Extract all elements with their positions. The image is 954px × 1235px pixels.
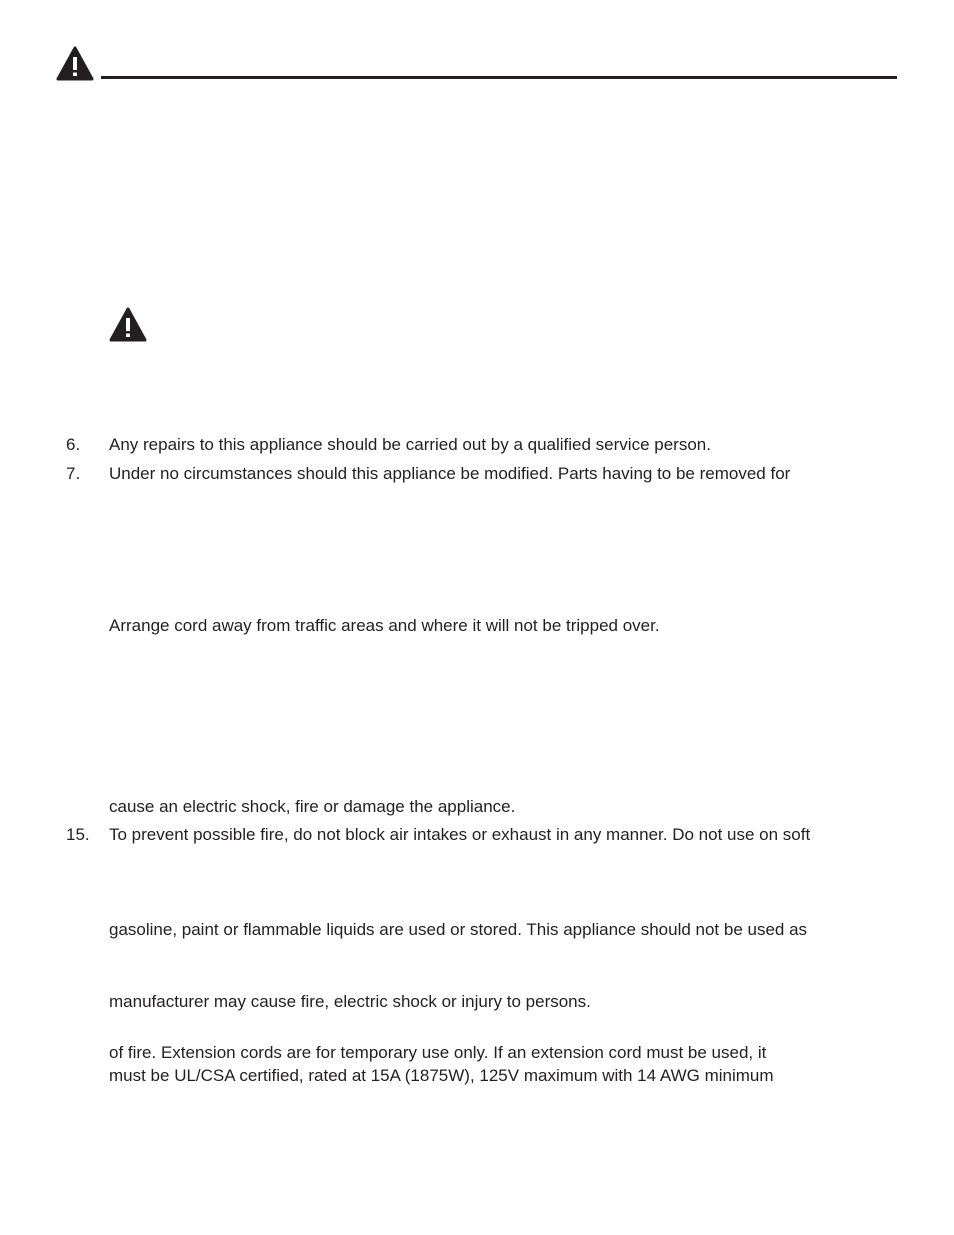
item-text: To prevent possible fire, do not block air intakes or exhaust in any manner. Do not use on soft [109, 825, 811, 844]
header-warning-icon [56, 46, 94, 81]
item-number: 6. [66, 435, 81, 454]
item-text: Arrange cord away from traffic areas and where it will not be tripped over. [109, 616, 660, 635]
item-text: manufacturer may cause fire, electric shock or injury to persons. [109, 992, 591, 1011]
item-number: 15. [66, 825, 90, 844]
item-text: cause an electric shock, fire or damage the appliance. [109, 797, 516, 816]
header-rule [101, 76, 897, 79]
item-text: must be UL/CSA certified, rated at 15A (1875W), 125V maximum with 14 AWG minimum [109, 1066, 774, 1085]
item-text: Any repairs to this appliance should be carried out by a qualified service person. [109, 435, 711, 454]
inline-warning-icon [109, 307, 147, 342]
item-text: gasoline, paint or flammable liquids are used or stored. This appliance should not be used as [109, 920, 808, 939]
item-text: Under no circumstances should this appliance be modified. Parts having to be removed for [109, 464, 791, 483]
item-text: of fire. Extension cords are for temporary use only. If an extension cord must be used, it [109, 1043, 767, 1062]
item-number: 7. [66, 464, 81, 483]
